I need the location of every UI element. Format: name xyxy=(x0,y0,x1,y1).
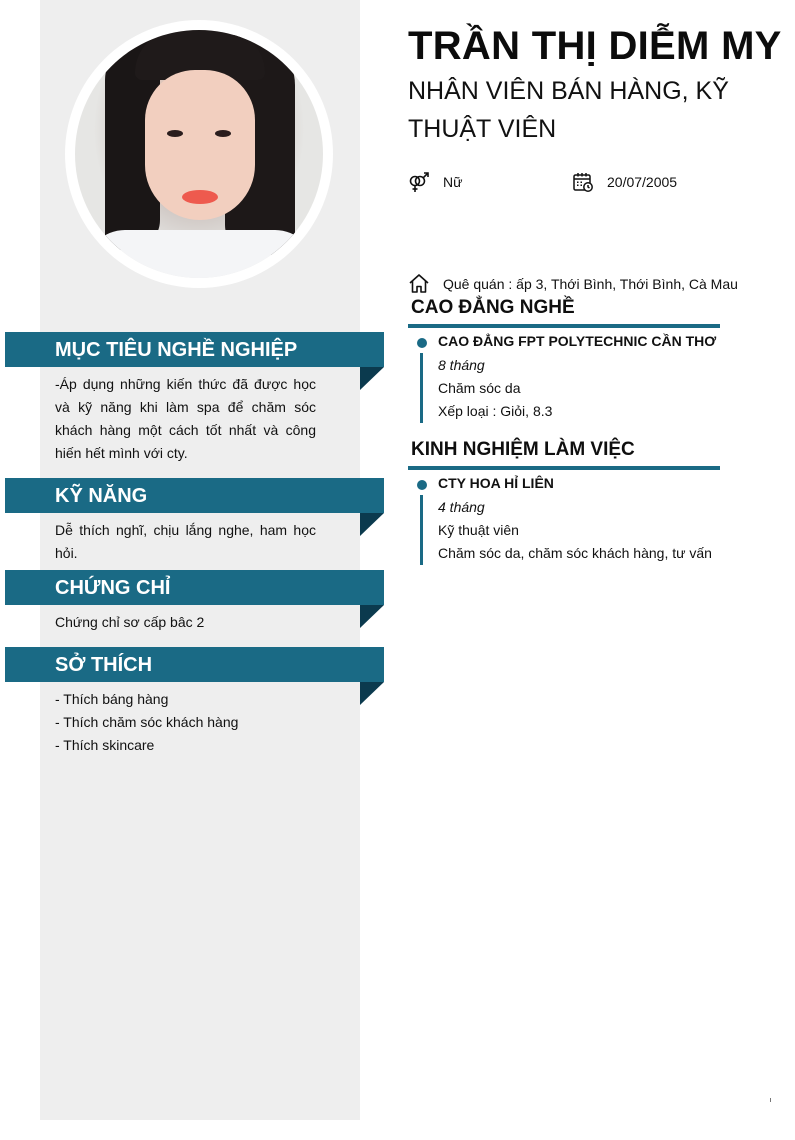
page-mark xyxy=(770,1098,771,1102)
experience-divider xyxy=(408,466,720,470)
hobby-item: - Thích báng hàng xyxy=(55,691,169,707)
hobbies-heading: SỞ THÍCH xyxy=(5,647,384,682)
gender-icon xyxy=(408,171,430,193)
timeline-line xyxy=(420,353,423,423)
skills-heading: KỸ NĂNG xyxy=(5,478,384,513)
hometown-row xyxy=(408,273,738,295)
ribbon-fold xyxy=(360,513,384,536)
calendar-icon xyxy=(572,171,594,193)
skills-text: Dễ thích nghĩ, chịu lắng nghe, ham học hỏi. xyxy=(55,522,316,561)
avatar-eye-left xyxy=(167,130,183,137)
hobby-item: - Thích chăm sóc khách hàng xyxy=(55,714,239,730)
job-title: NHÂN VIÊN BÁN HÀNG, KỸ THUẬT VIÊN xyxy=(408,77,729,143)
entry-title: CAO ĐẲNG FPT POLYTECHNIC CẦN THƠ xyxy=(438,333,717,349)
hometown-value: Quê quán : ấp 3, Thới Bình, Thới Bình, Cà Mau xyxy=(443,276,738,292)
timeline-dot xyxy=(417,338,427,348)
objective-heading: MỤC TIÊU NGHỀ NGHIỆP xyxy=(5,332,384,367)
home-icon xyxy=(408,273,430,295)
candidate-name: TRẦN THỊ DIỄM MY xyxy=(408,24,782,68)
avatar-eye-right xyxy=(215,130,231,137)
entry-line: Kỹ thuật viên xyxy=(438,522,519,538)
entry-duration: 4 tháng xyxy=(438,499,485,515)
hobby-item: - Thích skincare xyxy=(55,737,155,753)
timeline-dot xyxy=(417,480,427,490)
ribbon-fold xyxy=(360,605,384,628)
entry-duration: 8 tháng xyxy=(438,357,485,373)
hobbies-list xyxy=(55,688,316,757)
gender-row xyxy=(408,171,462,193)
avatar-lips xyxy=(182,190,218,204)
entry-line: Chăm sóc da xyxy=(438,380,521,396)
avatar xyxy=(75,30,323,278)
timeline-line xyxy=(420,495,423,565)
entry-title: CTY HOA HỈ LIÊN xyxy=(438,475,554,491)
education-divider xyxy=(408,324,720,328)
education-title: CAO ĐẲNG NGHỀ xyxy=(411,297,575,318)
certificates-heading: CHỨNG CHỈ xyxy=(5,570,384,605)
entry-line: Chăm sóc da, chăm sóc khách hàng, tư vấn xyxy=(438,545,712,561)
ribbon-fold xyxy=(360,682,384,705)
dob-row xyxy=(572,171,677,193)
dob-value: 20/07/2005 xyxy=(607,174,678,190)
gender-value: Nữ xyxy=(443,174,463,190)
avatar-shirt xyxy=(85,230,315,278)
ribbon-fold xyxy=(360,367,384,390)
experience-title: KINH NGHIỆM LÀM VIỆC xyxy=(411,439,635,460)
objective-text: -Áp dụng những kiến thức đã được học và kỹ năng khi làm spa để chăm sóc khách hàng một cách tốt nhất và công hiến hết mình với cty. xyxy=(55,376,316,461)
certificates-text: Chứng chỉ sơ cấp bâc 2 xyxy=(55,614,205,630)
entry-line: Xếp loại : Giỏi, 8.3 xyxy=(438,403,553,419)
